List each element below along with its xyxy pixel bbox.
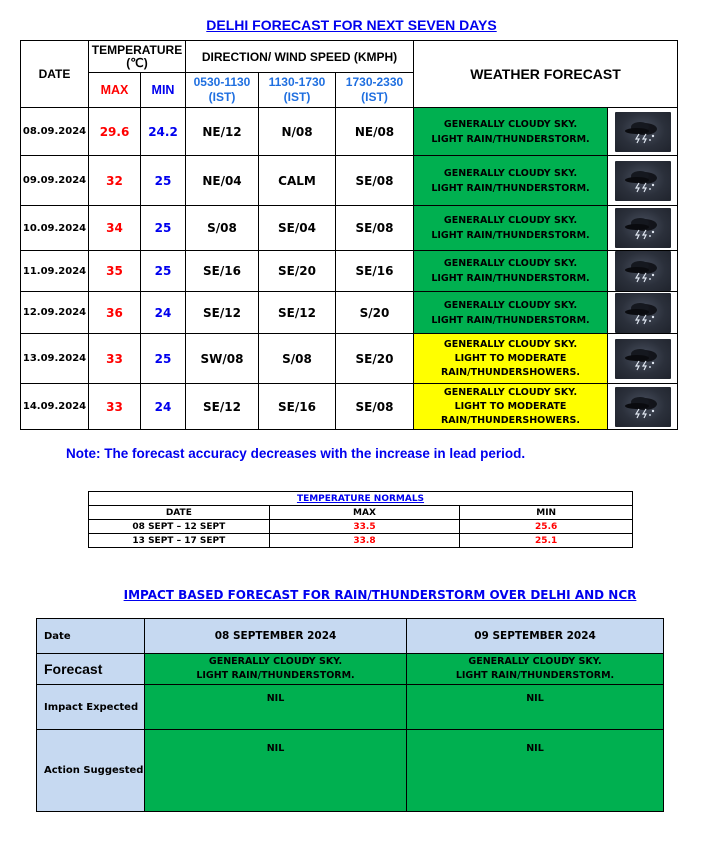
impact-forecast-table xyxy=(36,618,664,812)
forecast-line: GENERALLY CLOUDY SKY. xyxy=(468,656,602,667)
header-min: MIN xyxy=(141,73,186,108)
row-wind-2: SE/20 xyxy=(259,251,336,292)
forecast-line: GENERALLY CLOUDY SKY. xyxy=(443,167,578,179)
row-min-temp: 24 xyxy=(141,292,186,334)
row-weather-icon-cell xyxy=(608,251,678,292)
row-wind-3: SE/16 xyxy=(336,251,414,292)
normals-min: 25.1 xyxy=(460,534,633,548)
row-wind-2: CALM xyxy=(259,156,336,206)
header-temperature-unit: (℃) xyxy=(126,55,148,70)
normals-title: TEMPERATURE NORMALS xyxy=(89,492,633,506)
impact-label-action: Action Suggested xyxy=(37,730,145,812)
forecast-line: GENERALLY CLOUDY SKY. xyxy=(443,338,578,350)
row-weather-icon-cell xyxy=(608,156,678,206)
row-forecast-text xyxy=(414,384,608,430)
thunderstorm-icon xyxy=(615,339,671,379)
header-wind: DIRECTION/ WIND SPEED (KMPH) xyxy=(186,41,414,73)
row-min-temp: 25 xyxy=(141,251,186,292)
row-min-temp: 24.2 xyxy=(141,108,186,156)
header-temperature-label: TEMPERATURE xyxy=(91,42,183,57)
row-wind-2: SE/16 xyxy=(259,384,336,430)
row-forecast-text xyxy=(414,156,608,206)
forecast-row xyxy=(21,108,678,156)
impact-day-2-date: 09 SEPTEMBER 2024 xyxy=(407,619,664,654)
row-forecast-text xyxy=(414,292,608,334)
forecast-rows xyxy=(21,108,678,430)
forecast-line: LIGHT RAIN/THUNDERSTORM. xyxy=(431,273,590,284)
thunderstorm-icon xyxy=(615,387,671,427)
row-wind-1: SE/12 xyxy=(186,384,259,430)
header-row-1 xyxy=(21,41,678,73)
period-tz: (IST) xyxy=(361,90,388,104)
row-min-temp: 24 xyxy=(141,384,186,430)
header-wind-period-1 xyxy=(186,73,259,108)
forecast-line: LIGHT RAIN/THUNDERSTORM. xyxy=(431,230,590,241)
row-forecast-text xyxy=(414,251,608,292)
row-wind-3: S/20 xyxy=(336,292,414,334)
period-tz: (IST) xyxy=(208,90,236,104)
accuracy-note: Note: The forecast accuracy decreases with the increase in lead period. xyxy=(66,446,526,461)
normals-title-row xyxy=(89,492,633,506)
temperature-normals-table xyxy=(88,491,633,548)
period-range: 0530-1130 xyxy=(193,75,251,89)
row-date: 08.09.2024 xyxy=(21,108,89,156)
forecast-line: RAIN/THUNDERSHOWERS. xyxy=(440,366,580,378)
thunderstorm-icon xyxy=(615,112,671,152)
impact-label-date: Date xyxy=(37,619,145,654)
row-weather-icon-cell xyxy=(608,206,678,251)
impact-day-2-impact: NIL xyxy=(407,685,664,730)
header-weather-forecast: WEATHER FORECAST xyxy=(414,41,678,108)
row-wind-2: SE/12 xyxy=(259,292,336,334)
row-wind-2: S/08 xyxy=(259,334,336,384)
row-max-temp: 33 xyxy=(89,384,141,430)
row-weather-icon-cell xyxy=(608,292,678,334)
normals-date: 08 SEPT – 12 SEPT xyxy=(89,520,270,534)
row-date: 09.09.2024 xyxy=(21,156,89,206)
row-forecast-text xyxy=(414,108,608,156)
impact-day-1-date: 08 SEPTEMBER 2024 xyxy=(145,619,407,654)
row-wind-1: SE/16 xyxy=(186,251,259,292)
forecast-line: GENERALLY CLOUDY SKY. xyxy=(443,386,578,398)
forecast-line: GENERALLY CLOUDY SKY. xyxy=(208,656,343,667)
normals-header-min: MIN xyxy=(460,506,633,520)
row-wind-3: SE/08 xyxy=(336,156,414,206)
forecast-line: LIGHT RAIN/THUNDERSTORM. xyxy=(431,182,590,194)
row-min-temp: 25 xyxy=(141,334,186,384)
row-date: 11.09.2024 xyxy=(21,251,89,292)
row-wind-1: S/08 xyxy=(186,206,259,251)
forecast-line: LIGHT RAIN/THUNDERSTORM. xyxy=(431,133,590,145)
row-max-temp: 34 xyxy=(89,206,141,251)
forecast-line: LIGHT RAIN/THUNDERSTORM. xyxy=(196,670,355,681)
row-date: 14.09.2024 xyxy=(21,384,89,430)
row-max-temp: 29.6 xyxy=(89,108,141,156)
normals-header-row xyxy=(89,506,633,520)
forecast-line: LIGHT TO MODERATE xyxy=(454,400,567,412)
normals-row xyxy=(89,534,633,548)
forecast-line: GENERALLY CLOUDY SKY. xyxy=(443,258,578,269)
header-wind-period-2 xyxy=(259,73,336,108)
impact-day-2-action: NIL xyxy=(407,730,664,812)
row-forecast-text xyxy=(414,334,608,384)
impact-day-1-action: NIL xyxy=(145,730,407,812)
row-max-temp: 32 xyxy=(89,156,141,206)
impact-day-1-impact: NIL xyxy=(145,685,407,730)
header-date: DATE xyxy=(21,41,89,108)
row-max-temp: 35 xyxy=(89,251,141,292)
forecast-line: GENERALLY CLOUDY SKY. xyxy=(443,215,578,226)
row-weather-icon-cell xyxy=(608,334,678,384)
forecast-row xyxy=(21,251,678,292)
row-date: 12.09.2024 xyxy=(21,292,89,334)
impact-day-1-forecast xyxy=(145,654,407,685)
normals-date: 13 SEPT – 17 SEPT xyxy=(89,534,270,548)
forecast-row xyxy=(21,384,678,430)
row-date: 10.09.2024 xyxy=(21,206,89,251)
forecast-line: LIGHT RAIN/THUNDERSTORM. xyxy=(431,314,590,326)
forecast-line: RAIN/THUNDERSHOWERS. xyxy=(440,414,580,426)
impact-label-forecast: Forecast xyxy=(37,654,145,685)
row-wind-3: SE/08 xyxy=(336,384,414,430)
thunderstorm-icon xyxy=(615,208,671,248)
normals-min: 25.6 xyxy=(460,520,633,534)
thunderstorm-icon xyxy=(615,293,671,333)
impact-action-row xyxy=(37,730,664,812)
thunderstorm-icon xyxy=(615,161,671,201)
normals-header-date: DATE xyxy=(89,506,270,520)
row-weather-icon-cell xyxy=(608,108,678,156)
period-tz: (IST) xyxy=(283,90,311,104)
row-wind-1: SW/08 xyxy=(186,334,259,384)
forecast-row xyxy=(21,206,678,251)
forecast-line: GENERALLY CLOUDY SKY. xyxy=(443,299,578,311)
row-wind-3: NE/08 xyxy=(336,108,414,156)
normals-header-max: MAX xyxy=(269,506,460,520)
impact-title: IMPACT BASED FORECAST FOR RAIN/THUNDERSTORM OVER DELHI AND NCR xyxy=(123,588,637,602)
forecast-line: LIGHT TO MODERATE xyxy=(454,352,567,364)
forecast-line: GENERALLY CLOUDY SKY. xyxy=(443,118,578,130)
impact-day-2-forecast xyxy=(407,654,664,685)
normals-row xyxy=(89,520,633,534)
impact-expected-row xyxy=(37,685,664,730)
thunderstorm-icon xyxy=(615,251,671,291)
row-forecast-text xyxy=(414,206,608,251)
impact-label-impact: Impact Expected xyxy=(37,685,145,730)
forecast-row xyxy=(21,292,678,334)
row-weather-icon-cell xyxy=(608,384,678,430)
row-max-temp: 33 xyxy=(89,334,141,384)
normals-max: 33.5 xyxy=(269,520,460,534)
header-temperature xyxy=(89,41,186,73)
header-max: MAX xyxy=(89,73,141,108)
normals-max: 33.8 xyxy=(269,534,460,548)
row-date: 13.09.2024 xyxy=(21,334,89,384)
row-max-temp: 36 xyxy=(89,292,141,334)
impact-date-row xyxy=(37,619,664,654)
row-min-temp: 25 xyxy=(141,206,186,251)
forecast-row xyxy=(21,156,678,206)
row-wind-3: SE/20 xyxy=(336,334,414,384)
header-wind-period-3 xyxy=(336,73,414,108)
period-range: 1730-2330 xyxy=(345,75,404,89)
row-wind-3: SE/08 xyxy=(336,206,414,251)
row-wind-2: SE/04 xyxy=(259,206,336,251)
row-min-temp: 25 xyxy=(141,156,186,206)
impact-forecast-row xyxy=(37,654,664,685)
row-wind-1: NE/12 xyxy=(186,108,259,156)
period-range: 1130-1730 xyxy=(268,75,326,89)
row-wind-1: SE/12 xyxy=(186,292,259,334)
forecast-row xyxy=(21,334,678,384)
forecast-title: DELHI FORECAST FOR NEXT SEVEN DAYS xyxy=(206,17,497,33)
row-wind-1: NE/04 xyxy=(186,156,259,206)
seven-day-forecast-table xyxy=(20,40,678,430)
forecast-line: LIGHT RAIN/THUNDERSTORM. xyxy=(455,670,615,681)
row-wind-2: N/08 xyxy=(259,108,336,156)
